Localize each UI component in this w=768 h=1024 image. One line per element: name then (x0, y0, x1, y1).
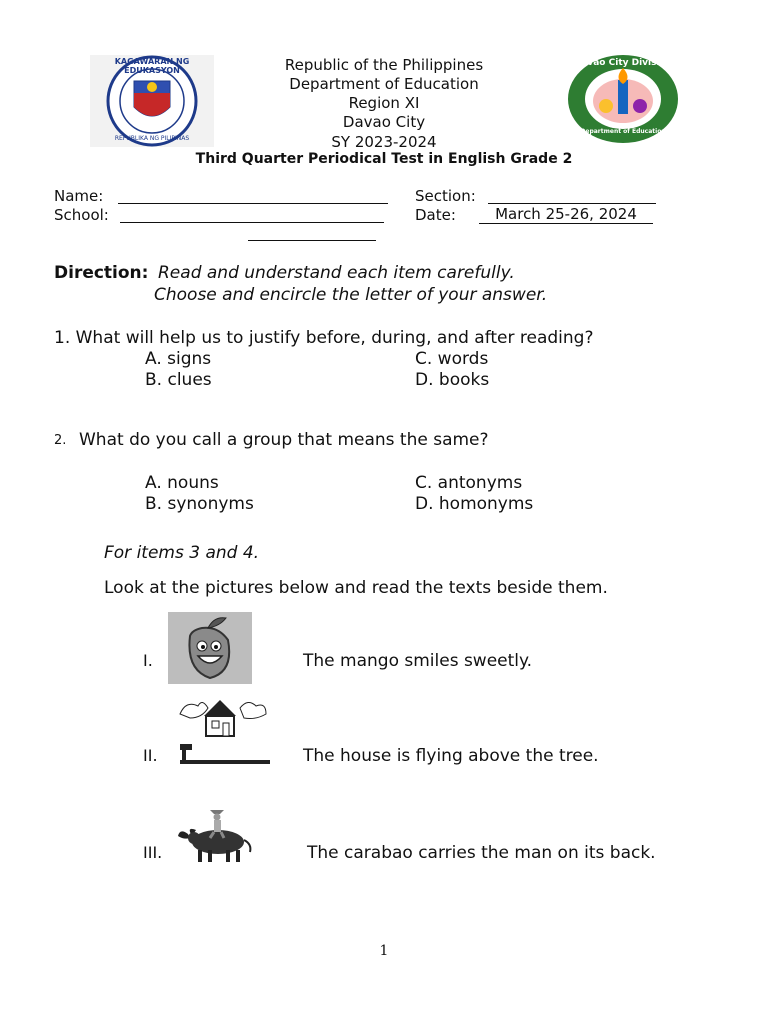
q2-option-c[interactable]: C. antonyms (415, 473, 523, 493)
picture-2-numeral: II. (143, 746, 158, 765)
question-2: What do you call a group that means the same? (79, 430, 489, 450)
direction-line-1: Read and understand each item carefully. (158, 263, 515, 283)
header-school-year: SY 2023-2024 (331, 133, 437, 151)
question-2-number: 2. (54, 433, 67, 448)
q2-option-d[interactable]: D. homonyms (415, 494, 534, 514)
question-1: 1. What will help us to justify before, during, and after reading? (54, 328, 594, 348)
q1-option-b[interactable]: B. clues (145, 370, 212, 390)
direction-label: Direction: (54, 263, 149, 283)
q1-option-c[interactable]: C. words (415, 349, 489, 369)
page-number: 1 (379, 943, 389, 959)
deped-seal-bottom-text: REPUBLIKA NG PILIPINAS (114, 135, 190, 142)
test-title: Third Quarter Periodical Test in English Grade 2 (195, 151, 573, 167)
name-field[interactable] (118, 203, 388, 204)
smiling-mango-icon (168, 612, 252, 684)
q1-option-a[interactable]: A. signs (145, 349, 212, 369)
header-department: Department of Education (289, 75, 479, 93)
q2-option-a[interactable]: A. nouns (145, 473, 219, 493)
date-label: Date: (415, 206, 456, 224)
division-seal-bottom-text: Department of Education (580, 128, 666, 135)
items-note: For items 3 and 4. (104, 543, 260, 563)
direction-line-2: Choose and encircle the letter of your answer. (154, 285, 548, 305)
divider-line (248, 240, 376, 241)
school-field[interactable] (120, 222, 384, 223)
q1-option-d[interactable]: D. books (415, 370, 490, 390)
q2-option-b[interactable]: B. synonyms (145, 494, 254, 514)
picture-instruction: Look at the pictures below and read the texts beside them. (104, 578, 608, 598)
header-region: Region XI (348, 94, 420, 112)
school-label: School: (54, 206, 109, 224)
picture-1-caption: The mango smiles sweetly. (303, 651, 533, 671)
carabao-with-man-icon (176, 806, 256, 864)
picture-2-caption: The house is flying above the tree. (303, 746, 599, 766)
picture-3-caption: The carabao carries the man on its back. (307, 843, 656, 863)
deped-seal-top-text: KAGAWARAN NG EDUKASYON (114, 57, 190, 75)
name-label: Name: (54, 187, 104, 205)
section-field[interactable] (488, 203, 656, 204)
division-seal-top-text: Davao City Division (573, 58, 673, 68)
picture-3-numeral: III. (143, 843, 163, 862)
section-label: Section: (415, 187, 476, 205)
date-value[interactable]: March 25-26, 2024 (479, 206, 653, 224)
header-republic: Republic of the Philippines (284, 56, 484, 74)
picture-1-numeral: I. (143, 651, 153, 670)
header-city: Davao City (342, 113, 426, 131)
flying-house-icon (176, 694, 272, 768)
